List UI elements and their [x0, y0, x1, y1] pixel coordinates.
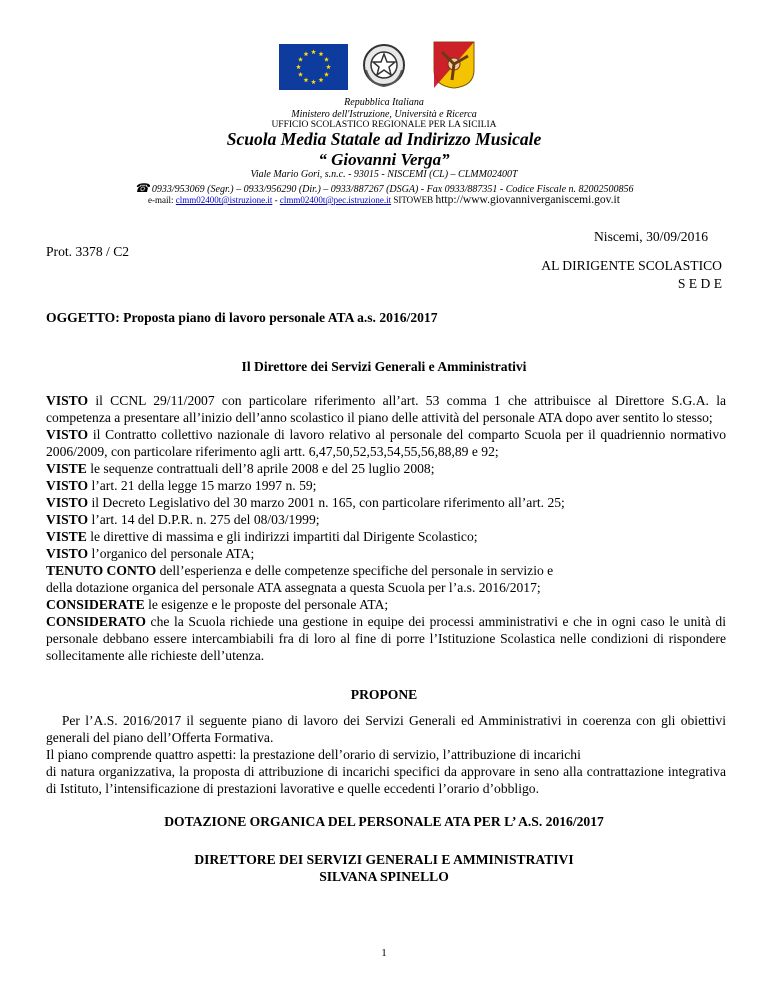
- email-label: e-mail:: [148, 195, 174, 205]
- page-number: 1: [381, 947, 387, 959]
- school-address: Viale Mario Gori, s.n.c. - 93015 - NISCEMI (CL) – CLMM02400T: [250, 169, 518, 180]
- premise-keyword: CONSIDERATE: [46, 597, 145, 612]
- premise-text: le esigenze e le proposte del personale ATA;: [144, 597, 389, 612]
- premise-item: [46, 528, 726, 545]
- premise-item: [46, 477, 726, 494]
- premise-keyword: VISTO: [46, 495, 89, 510]
- premise-keyword: VISTE: [46, 461, 87, 476]
- email-separator: -: [274, 195, 278, 205]
- proposal-paragraph-1: Per l’A.S. 2016/2017 il seguente piano di lavoro dei Servizi Generali ed Amministrativi in coerenza con gli obiettivi generali del piano dell’Offerta Formativa.: [46, 713, 730, 745]
- site-label: SITOWEB: [393, 195, 434, 205]
- premise-item: [46, 426, 726, 460]
- dsga-name: SILVANA SPINELLO: [319, 869, 449, 884]
- premise-text: dell’esperienza e delle competenze specifiche del personale in servizio e: [156, 563, 554, 578]
- premise-item: [46, 460, 726, 477]
- email-link-1[interactable]: clmm02400t@istruzione.it: [175, 195, 273, 205]
- premise-item: [46, 613, 726, 664]
- premise-keyword: VISTO: [46, 393, 89, 408]
- republic-line: Repubblica Italiana: [344, 97, 424, 108]
- school-name: Scuola Media Statale ad Indirizzo Musicale: [226, 129, 542, 149]
- premise-keyword: VISTO: [46, 478, 89, 493]
- email-link-2[interactable]: clmm02400t@pec.istruzione.it: [279, 195, 392, 205]
- eu-flag-icon: [279, 44, 348, 90]
- premise-item: [46, 511, 726, 528]
- dsga-heading: DIRETTORE DEI SERVIZI GENERALI E AMMINISTRATIVI: [194, 852, 574, 867]
- premise-item: [46, 392, 726, 426]
- premise-item: [46, 596, 726, 613]
- recipient-block: [541, 257, 722, 293]
- premise-keyword: VISTO: [46, 427, 89, 442]
- contact-email-line: [0, 194, 768, 206]
- premise-keyword: VISTO: [46, 546, 89, 561]
- proposal-paragraph-2b: di natura organizzativa, la proposta di attribuzione di incarichi specifici da approvare in seno alla contrattazione integrativa di Istituto, l’intensificazione di prestazioni lavorative e quelle eccedenti l’orario d’obbligo.: [46, 764, 726, 796]
- protocol-number: Prot. 3378 / C2: [46, 244, 130, 259]
- premise-keyword: TENUTO CONTO: [46, 563, 157, 578]
- proposal-paragraph-2a: Il piano comprende quattro aspetti: la prestazione dell’orario di servizio, l’attribuzione di incarichi: [46, 747, 581, 762]
- regional-office-line: UFFICIO SCOLASTICO REGIONALE PER LA SICILIA: [271, 120, 497, 130]
- recipient-line-2: S E D E: [677, 276, 722, 291]
- telephone-icon: ☎: [134, 181, 150, 195]
- premise-item: [46, 494, 726, 511]
- sicily-flag-icon: [432, 40, 476, 90]
- premise-text: le sequenze contrattuali dell’8 aprile 2008 e del 25 luglio 2008;: [86, 461, 435, 476]
- header-logos: [0, 40, 768, 90]
- subject-line: OGGETTO: Proposta piano di lavoro personale ATA a.s. 2016/2017: [46, 310, 438, 325]
- premises-list: [46, 392, 726, 664]
- premise-text: della dotazione organica del personale ATA assegnata a questa Scuola per l’a.s. 2016/2017;: [46, 580, 541, 595]
- recipient-line-1: AL DIRIGENTE SCOLASTICO: [541, 258, 722, 273]
- place-date: Niscemi, 30/09/2016: [593, 229, 708, 244]
- premise-item: [46, 579, 726, 596]
- issuer-title: Il Direttore dei Servizi Generali e Amministrativi: [241, 359, 527, 374]
- phones-text: 0933/953069 (Segr.) – 0933/956290 (Dir.) – 0933/887267 (DSGA) - Fax 0933/887351 - Codice Fiscale n. 82002500856: [151, 184, 634, 195]
- premise-keyword: CONSIDERATO: [46, 614, 146, 629]
- premise-text: l’organico del personale ATA;: [88, 546, 255, 561]
- premise-text: le direttive di massima e gli indirizzi impartiti dal Dirigente Scolastico;: [86, 529, 478, 544]
- premise-text: l’art. 14 del D.P.R. n. 275 del 08/03/1999;: [88, 512, 320, 527]
- premise-item: [46, 562, 726, 579]
- premise-keyword: VISTO: [46, 512, 89, 527]
- italian-emblem-icon: [362, 40, 406, 90]
- premise-item: [46, 545, 726, 562]
- premise-text: il Decreto Legislativo del 30 marzo 2001 n. 165, con particolare riferimento all’art. 25;: [88, 495, 565, 510]
- premise-text: l’art. 21 della legge 15 marzo 1997 n. 59;: [88, 478, 317, 493]
- premise-text: il CCNL 29/11/2007 con particolare riferimento all’art. 53 comma 1 che attribuisce al Direttore S.G.A. la competenza a presentare all’inizio dell’anno scolastico il piano delle attività del personale ATA dopo aver sentito lo stesso;: [46, 393, 726, 425]
- school-dedication: “ Giovanni Verga”: [318, 150, 450, 169]
- ministry-line: Ministero dell'Istruzione, Università e Ricerca: [291, 109, 477, 120]
- proposal-heading: PROPONE: [350, 687, 418, 702]
- staffing-heading: DOTAZIONE ORGANICA DEL PERSONALE ATA PER L’ A.S. 2016/2017: [164, 814, 604, 829]
- site-url[interactable]: http://www.giovanniverganiscemi.gov.it: [435, 194, 620, 206]
- premise-text: il Contratto collettivo nazionale di lavoro relativo al personale del comparto Scuola per il quadriennio normativo 2006/2009, con particolare riferimento agli artt. 6,47,50,52,53,54,55,56,88,89 e 92;: [46, 427, 726, 459]
- premise-text: che la Scuola richiede una gestione in equipe dei processi amministrativi e che in ogni caso le unità di personale debbano essere intercambiabili fra di loro al fine di porre l’Istituzione Scolastica nelle condizioni di rispondere sollecitamente alle richieste dell’utenza.: [46, 614, 726, 663]
- premise-keyword: VISTE: [46, 529, 87, 544]
